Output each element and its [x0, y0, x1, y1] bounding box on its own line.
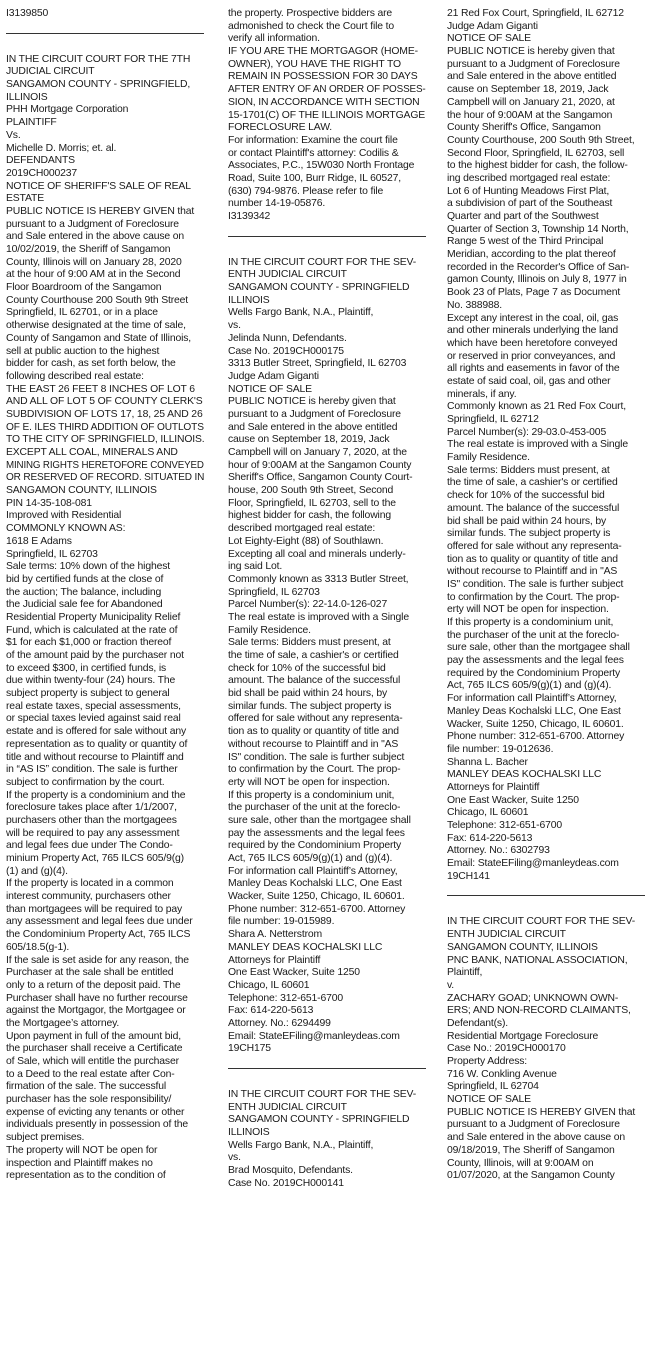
- notice-line: amount. The balance of the successful: [447, 502, 620, 514]
- notice-line: and other minerals underlying the land: [447, 325, 619, 337]
- notice-line: Fund, which is calculated at the rate of: [6, 624, 178, 636]
- notice-line: 2019CH000237: [6, 167, 77, 179]
- notice-line: the Judicial sale fee for Abandoned: [6, 599, 163, 611]
- notice-line: The real estate is improved with a Single: [228, 611, 409, 623]
- notice-line: Purchaser at the sale shall be entitled: [6, 967, 174, 979]
- notice-line: Telephone: 312-651-6700: [447, 820, 562, 831]
- notice-line: Springfield, IL 62703: [228, 586, 320, 598]
- notice-line: at the hour of 9:00 AM at in the Second: [6, 269, 181, 281]
- notice-line: pay the assessments and the legal fees: [228, 827, 405, 839]
- notice-line: Wacker, Suite 1250, Chicago, IL 60601.: [228, 891, 405, 903]
- notice-line: cause on September 18, 2019, Jack: [228, 434, 390, 446]
- notice-line: County Sheriff's Office, Sangamon: [447, 122, 601, 134]
- notice-divider: [447, 895, 645, 896]
- notice-block: [228, 8, 426, 224]
- notice-line: Springfield, IL 62704: [447, 1081, 539, 1093]
- notice-line: ILLINOIS: [6, 91, 48, 103]
- notice-line: purchasers other than the mortgagees: [6, 814, 177, 826]
- notice-line: all rights and easements in favor of the: [447, 363, 620, 375]
- notice-line: estate of said coal, oil, gas and other: [447, 375, 611, 387]
- column-3: [447, 8, 645, 1183]
- notice-line: a subdivision of part of the Southeast: [447, 198, 613, 210]
- notice-line: County, Illinois will on January 28, 2020: [6, 256, 182, 268]
- notice-line: Fax: 614-220-5613: [447, 832, 533, 844]
- notice-line: IN THE CIRCUIT COURT FOR THE 7TH: [6, 53, 191, 65]
- notice-line: minerals, if any.: [447, 388, 517, 400]
- notice-line: the property. Prospective bidders are: [228, 8, 393, 19]
- notice-line: Springfield, IL 62701, or in a place: [6, 307, 158, 319]
- notice-line: subject premises.: [6, 1132, 85, 1144]
- notice-line: No. 388988.: [447, 299, 502, 311]
- notice-line: tion as to quality or quantity of title and: [228, 726, 399, 738]
- notice-line: DEFENDANTS: [6, 155, 75, 167]
- notice-line: tion as to quality or quantity of title and: [447, 553, 618, 565]
- notice-line: Property Address:: [447, 1056, 528, 1067]
- notice-line: file number: 19-015989.: [228, 916, 335, 928]
- notice-line: and Sale entered in the above cause on: [447, 1132, 626, 1144]
- column-1: [6, 8, 204, 1183]
- notice-block: [6, 8, 204, 21]
- notice-block: [447, 8, 645, 883]
- notice-line: MINING RIGHTS HERETOFORE CONVEYED: [6, 459, 204, 471]
- notice-line: Brad Mosquito, Defendants.: [228, 1165, 353, 1177]
- notice-line: For information call Plaintiff’s Attorney,: [228, 865, 398, 877]
- notice-line: cause on September 18, 2019, Jack: [447, 84, 609, 96]
- notice-line: Purchaser shall have no further recourse: [6, 992, 188, 1004]
- notice-line: Springfield, IL 62712: [447, 414, 539, 425]
- notice-line: minium Property Act, 765 ILCS 605/9(g): [6, 853, 184, 864]
- notice-line: and Sale entered in the above cause on: [6, 231, 185, 243]
- notice-line: IN THE CIRCUIT COURT FOR THE SEV-: [447, 916, 636, 928]
- notice-line: interest community, purchasers other: [6, 891, 171, 903]
- notice-divider: [228, 1068, 426, 1069]
- notice-line: IS" condition. The sale is further subject: [228, 751, 405, 763]
- notice-block: [447, 916, 645, 1182]
- notice-line: Range 5 west of the Third Principal: [447, 236, 604, 248]
- notice-line: foreclosure takes place after 1/1/2007,: [6, 802, 177, 814]
- notice-line: of Sale, which will entitle the purchaser: [6, 1056, 179, 1067]
- notice-line: and Sale entered in the above entitled: [447, 71, 617, 83]
- notice-line: 605/18.5(g-1).: [6, 941, 70, 953]
- notice-line: offered for sale without any representa-: [228, 713, 403, 725]
- notice-line: similar funds. The subject property is: [447, 528, 611, 540]
- notice-line: sell at public auction to the highest: [6, 345, 160, 357]
- notice-line: One East Wacker, Suite 1250: [228, 967, 360, 979]
- notice-line: ILLINOIS: [228, 294, 270, 306]
- notice-line: Defendant(s).: [447, 1017, 509, 1029]
- notice-line: Floor Boardroom of the Sangamon: [6, 282, 162, 294]
- notice-line: representation as to the condition of: [6, 1170, 166, 1182]
- notice-block: [228, 1089, 426, 1191]
- notice-line: OR RESERVED OF RECORD. SITUATED IN: [6, 472, 205, 484]
- notice-line: 19CH141: [447, 870, 490, 882]
- notice-line: Road, Suite 100, Burr Ridge, IL 60527,: [228, 172, 401, 184]
- notice-line: Floor, Springfield, IL 62703, sell to the: [228, 497, 396, 509]
- notice-line: AFTER ENTRY OF AN ORDER OF POSSES-: [228, 84, 426, 96]
- notice-line: or special taxes levied against said real: [6, 713, 181, 725]
- notice-line: PUBLIC NOTICE IS HEREBY GIVEN that: [6, 205, 195, 217]
- notice-line: the auction; The balance, including: [6, 586, 162, 598]
- notice-line: vs.: [228, 1152, 241, 1164]
- notice-line: SION, IN ACCORDANCE WITH SECTION: [228, 96, 420, 108]
- notice-line: Attorneys for Plaintiff: [447, 781, 540, 793]
- notice-line: to exceed $300, in certified funds, is: [6, 662, 167, 674]
- notice-line: IN THE CIRCUIT COURT FOR THE SEV-: [228, 256, 417, 268]
- notice-block: [228, 257, 426, 1056]
- notice-line: any assessment and legal fees due under: [6, 916, 193, 928]
- notice-line: I3139850: [6, 8, 49, 19]
- notice-line: Except any interest in the coal, oil, gas: [447, 312, 619, 324]
- notice-line: Act, 765 ILCS 605/9(g)(1) and (g)(4).: [228, 853, 393, 864]
- notice-line: verify all information.: [228, 33, 320, 45]
- notice-line: NOTICE OF SHERIFF'S SALE OF REAL: [6, 180, 191, 192]
- notice-line: NOTICE OF SALE: [228, 383, 312, 395]
- notice-line: For information call Plaintiff’s Attorney,: [447, 693, 617, 705]
- notice-line: ERS; AND NON-RECORD CLAIMANTS,: [447, 1005, 631, 1017]
- notice-line: Fax: 614-220-5613: [228, 1005, 314, 1017]
- notice-line: FORECLOSURE LAW.: [228, 122, 333, 134]
- notice-line: than mortgagees will be required to pay: [6, 903, 183, 915]
- notice-line: Attorney. No.: 6302793: [447, 845, 550, 857]
- notice-line: sure sale, other than the mortgagee shall: [447, 642, 630, 654]
- notice-line: Wells Fargo Bank, N.A., Plaintiff,: [228, 1139, 374, 1151]
- notice-line: pursuant to a Judgment of Foreclosure: [6, 218, 179, 230]
- notice-line: 09/18/2019, The Sheriff of Sangamon: [447, 1144, 615, 1156]
- notice-line: to confirmation by the Court. The prop-: [447, 591, 620, 603]
- notice-line: SANGAMON COUNTY - SPRINGFIELD,: [6, 79, 191, 91]
- notice-line: bidder for cash, as set forth below, the: [6, 358, 176, 370]
- notice-line: or reserved in prior conveyances, and: [447, 350, 616, 362]
- notice-line: 21 Red Fox Court, Springfield, IL 62712: [447, 8, 624, 19]
- notice-line: For information: Examine the court file: [228, 134, 398, 146]
- notice-line: 19CH175: [228, 1043, 271, 1055]
- notice-block: [6, 54, 204, 1183]
- notice-line: in “AS IS” condition. The sale is further: [6, 764, 178, 776]
- notice-line: to the highest bidder for cash, the follow-: [447, 160, 628, 172]
- notice-line: The property will NOT be open for: [6, 1144, 158, 1156]
- notice-line: individuals presently in possession of the: [6, 1119, 188, 1131]
- notice-line: County Courthouse, 200 South 9th Street,: [447, 134, 635, 146]
- notice-line: of the amount paid by the purchaser not: [6, 650, 184, 661]
- notice-line: Book 23 of Plats, Page 7 as Document: [447, 287, 621, 299]
- notice-line: Improved with Residential: [6, 510, 122, 522]
- notice-line: If the property is located in a common: [6, 878, 174, 890]
- notice-line: TO THE CITY OF SPRINGFIELD, ILLINOIS.: [6, 434, 205, 446]
- notice-line: Phone number: 312-651-6700. Attorney: [447, 731, 625, 743]
- notice-line: which have been heretofore conveyed: [447, 337, 618, 349]
- notice-line: erty will NOT be open for inspection.: [228, 776, 390, 788]
- notice-line: ZACHARY GOAD; UNKNOWN OWN-: [447, 992, 619, 1004]
- notice-line: COMMONLY KNOWN AS:: [6, 523, 126, 535]
- notice-line: Parcel Number(s): 22-14.0-126-027: [228, 599, 388, 611]
- notice-line: bid shall be paid within 24 hours, by: [447, 515, 607, 527]
- notice-line: SANGAMON COUNTY, ILLINOIS: [6, 485, 157, 497]
- notice-line: 10/02/2019, the Sheriff of Sangamon: [6, 244, 171, 255]
- notice-line: and legal fees due under The Condo-: [6, 840, 173, 852]
- notice-line: 1618 E Adams: [6, 535, 72, 547]
- notice-line: Act, 765 ILCS 605/9(g)(1) and (g)(4).: [447, 680, 612, 692]
- notice-line: representation as to quality or quantity of: [6, 738, 188, 750]
- notice-line: THE EAST 26 FEET 8 INCHES OF LOT 6: [6, 383, 195, 395]
- notice-line: sure sale, other than the mortgagee shall: [228, 814, 411, 826]
- notice-line: Residential Property Municipality Relief: [6, 611, 181, 623]
- notice-line: Campbell will on January 21, 2020, at: [447, 96, 615, 108]
- notice-line: to confirmation by the Court. The prop-: [228, 764, 401, 776]
- notice-line: due within twenty-four (24) hours. The: [6, 675, 176, 687]
- notice-line: Wacker, Suite 1250, Chicago, IL 60601.: [447, 718, 624, 730]
- notice-line: Meridian, according to the plat thereof: [447, 249, 616, 261]
- notice-line: ENTH JUDICIAL CIRCUIT: [447, 929, 566, 941]
- notice-line: expense of evicting any tenants or other: [6, 1106, 185, 1118]
- notice-line: Wells Fargo Bank, N.A., Plaintiff,: [228, 307, 374, 319]
- notice-line: AND ALL OF LOT 5 OF COUNTY CLERK'S: [6, 396, 203, 408]
- notice-line: only to a return of the deposit paid. The: [6, 979, 181, 991]
- notice-line: Commonly known as 3313 Butler Street,: [228, 573, 409, 585]
- notice-line: Springfield, IL 62703: [6, 548, 98, 560]
- notice-line: Family Residence.: [228, 624, 311, 636]
- notice-line: subject property is subject to general: [6, 688, 170, 700]
- notice-line: Case No. 2019CH000175: [228, 345, 344, 357]
- notice-line: Case No. 2019CH000141: [228, 1177, 344, 1189]
- notice-line: Upon payment in full of the amount bid,: [6, 1030, 181, 1042]
- notice-line: v.: [447, 979, 455, 991]
- notice-line: number 14-19-05876.: [228, 198, 326, 210]
- notice-line: the time of sale, a cashier's or certified: [447, 477, 618, 489]
- notice-line: Plaintiff,: [447, 967, 483, 979]
- notice-line: vs.: [228, 320, 241, 332]
- notice-line: (630) 794-9876. Please refer to file: [228, 185, 384, 197]
- notice-line: PIN 14-35-108-081: [6, 497, 92, 509]
- notice-line: firmation of the sale. The successful: [6, 1081, 167, 1093]
- notice-line: The real estate is improved with a Single: [447, 439, 628, 451]
- notice-line: IS" condition. The sale is further subject: [447, 578, 624, 590]
- notice-line: Case No.: 2019CH000170: [447, 1043, 566, 1055]
- notice-line: NOTICE OF SALE: [447, 1094, 531, 1106]
- notice-line: 716 W. Conkling Avenue: [447, 1068, 557, 1080]
- notice-line: OF E. ILES THIRD ADDITION OF OUTLOTS: [6, 421, 204, 433]
- notice-line: check for 10% of the successful bid: [447, 490, 605, 502]
- notice-line: Judge Adam Giganti: [228, 370, 319, 382]
- notice-line: ENTH JUDICIAL CIRCUIT: [228, 1101, 347, 1113]
- notice-line: EXCEPT ALL COAL, MINERALS AND: [6, 447, 178, 458]
- notice-line: pay the assessments and the legal fees: [447, 655, 624, 667]
- notice-line: Excepting all coal and minerals underly-: [228, 548, 406, 560]
- notice-line: ing said Lot.: [228, 561, 283, 573]
- notice-line: OWNER), YOU HAVE THE RIGHT TO: [228, 58, 401, 70]
- notice-line: purchaser has the sole responsibility/: [6, 1094, 172, 1106]
- notice-line: ILLINOIS: [228, 1127, 270, 1139]
- notice-line: bid by certified funds at the close of: [6, 573, 164, 585]
- notice-line: $1 for each $1,000 or fraction thereof: [6, 637, 172, 649]
- notice-line: SANGAMON COUNTY - SPRINGFIELD: [228, 1114, 410, 1126]
- notice-line: gamon County, Illinois on July 8, 1977 in: [447, 274, 627, 286]
- notice-line: highest bidder for cash, the following: [228, 510, 391, 522]
- notice-line: 3313 Butler Street, Springfield, IL 62703: [228, 358, 407, 370]
- notice-line: recorded in the Recorder's Office of San-: [447, 261, 630, 273]
- notice-line: without recourse to Plaintiff and in "AS: [228, 738, 399, 750]
- notice-line: real estate taxes, special assessments,: [6, 700, 181, 712]
- notice-line: pursuant to a Judgment of Foreclosure: [228, 408, 401, 420]
- notice-line: otherwise designated at the time of sale,: [6, 320, 186, 332]
- notice-line: and Sale entered in the above entitled: [228, 421, 398, 433]
- notice-line: County of Sangamon and State of Illinois,: [6, 332, 192, 344]
- notice-line: Second Floor, Springfield, IL 62703, sell: [447, 147, 625, 159]
- notice-line: MANLEY DEAS KOCHALSKI LLC: [447, 769, 602, 781]
- column-2: [228, 8, 426, 1191]
- notice-line: amount. The balance of the successful: [228, 675, 401, 687]
- notice-line: Campbell will on January 7, 2020, at the: [228, 447, 407, 458]
- notice-line: SANGAMON COUNTY - SPRINGFIELD: [228, 282, 410, 294]
- notice-line: I3139342: [228, 211, 271, 222]
- notice-line: Sale terms: 10% down of the highest: [6, 561, 170, 573]
- notice-line: Judge Adam Giganti: [447, 20, 538, 32]
- notice-line: Vs.: [6, 129, 21, 141]
- notice-line: erty will NOT be open for inspection.: [447, 604, 609, 616]
- notice-line: Associates, P.C., 15W030 North Frontage: [228, 160, 415, 172]
- notice-line: If this property is a condominium unit,: [447, 617, 614, 628]
- notice-line: One East Wacker, Suite 1250: [447, 794, 579, 806]
- notice-line: Chicago, IL 60601: [447, 807, 529, 819]
- notice-line: estate and is offered for sale without any: [6, 726, 187, 738]
- notice-line: Lot 6 of Hunting Meadows First Plat,: [447, 185, 610, 197]
- notice-line: Phone number: 312-651-6700. Attorney: [228, 903, 406, 915]
- notice-line: Chicago, IL 60601: [228, 979, 310, 991]
- notice-line: SANGAMON COUNTY, ILLINOIS: [447, 941, 598, 953]
- notice-line: against the Mortgagor, the Mortgagee or: [6, 1005, 186, 1017]
- notice-line: SUBDIVISION OF LOTS 17, 18, 25 AND 26: [6, 408, 203, 420]
- notice-line: offered for sale without any representa-: [447, 540, 622, 552]
- notice-line: the Mortgagee’s attorney.: [6, 1017, 120, 1029]
- notice-line: PHH Mortgage Corporation: [6, 104, 129, 116]
- notice-line: If the property is a condominium and the: [6, 789, 186, 801]
- notice-line: the purchaser of the unit at the foreclo-: [228, 802, 401, 814]
- notice-line: NOTICE OF SALE: [447, 33, 531, 45]
- notice-line: 01/07/2020, at the Sangamon County: [447, 1170, 615, 1182]
- notice-line: without recourse to Plaintiff and in "AS: [447, 566, 618, 578]
- notice-line: Shanna L. Bacher: [447, 756, 528, 768]
- notice-line: County Courthouse 200 South 9th Street: [6, 294, 189, 306]
- notice-line: required by the Condominium Property: [447, 667, 621, 679]
- notice-line: IF YOU ARE THE MORTGAGOR (HOME-: [228, 46, 418, 58]
- notice-line: Manley Deas Kochalski LLC, One East: [228, 878, 402, 890]
- notice-line: County, Illinois, will at 9:00AM on: [447, 1157, 594, 1169]
- notice-line: pursuant to a Judgment of Foreclosure: [447, 1119, 620, 1131]
- notice-line: admonished to check the Court file to: [228, 20, 394, 32]
- notice-line: PUBLIC NOTICE is hereby given that: [228, 396, 396, 408]
- notice-line: house, 200 South 9th Street, Second: [228, 485, 394, 497]
- notice-line: following described real estate:: [6, 370, 144, 382]
- notice-line: title and without recourse to Plaintiff and: [6, 751, 184, 763]
- notice-line: Residential Mortgage Foreclosure: [447, 1030, 599, 1042]
- notice-line: Quarter of Section 3, Township 14 North,: [447, 223, 629, 235]
- notice-line: the hour of 9:00AM at the Sangamon: [447, 109, 613, 121]
- notice-line: Attorneys for Plaintiff: [228, 954, 321, 966]
- notice-line: REMAIN IN POSSESSION FOR 30 DAYS: [228, 71, 418, 83]
- notice-line: Jelinda Nunn, Defendants.: [228, 332, 347, 344]
- notice-line: file number: 19-012636.: [447, 743, 554, 755]
- notice-line: or contact Plaintiff's attorney: Codilis &: [228, 147, 399, 159]
- notice-line: Sale terms: Bidders must present, at: [447, 464, 610, 476]
- notice-line: Email: StateEFiling@manleydeas.com: [228, 1030, 400, 1042]
- notice-line: JUDICIAL CIRCUIT: [6, 66, 95, 78]
- notice-line: Lot Eighty-Eight (88) of Southlawn.: [228, 535, 384, 547]
- notice-line: Email: StateEFiling@manleydeas.com: [447, 858, 619, 870]
- notice-line: Shara A. Netterstrom: [228, 929, 323, 941]
- notice-line: Telephone: 312-651-6700: [228, 992, 343, 1004]
- notice-line: Manley Deas Kochalski LLC, One East: [447, 705, 621, 717]
- notice-line: (1) and (g)(4).: [6, 865, 68, 877]
- notice-line: to a Deed to the real estate after Con-: [6, 1068, 175, 1080]
- notice-line: MANLEY DEAS KOCHALSKI LLC: [228, 941, 383, 953]
- notice-line: PUBLIC NOTICE IS HEREBY GIVEN that: [447, 1106, 636, 1118]
- notice-line: inspection and Plaintiff makes no: [6, 1157, 153, 1169]
- notice-line: the Condominium Property Act, 765 ILCS: [6, 929, 191, 941]
- notice-line: Sheriff's Office, Sangamon County Court-: [228, 472, 413, 484]
- notice-line: required by the Condominium Property: [228, 840, 402, 852]
- notice-line: the time of sale, a cashier's or certified: [228, 650, 399, 661]
- notice-line: Attorney. No.: 6294499: [228, 1017, 331, 1029]
- notice-line: pursuant to a Judgment of Foreclosure: [447, 58, 620, 70]
- notice-line: ENTH JUDICIAL CIRCUIT: [228, 269, 347, 281]
- notice-line: ing described mortgaged real estate:: [447, 172, 611, 184]
- notice-line: If the sale is set aside for any reason, the: [6, 954, 189, 966]
- notice-divider: [228, 236, 426, 237]
- notice-line: Quarter and part of the Southwest: [447, 211, 599, 222]
- notice-line: PLAINTIFF: [6, 117, 57, 129]
- notice-line: the purchaser shall receive a Certificate: [6, 1043, 183, 1055]
- notice-line: 15-1701(C) OF THE ILLINOIS MORTGAGE: [228, 109, 426, 121]
- notice-line: described mortgaged real estate:: [228, 523, 376, 535]
- notice-line: PUBLIC NOTICE is hereby given that: [447, 46, 615, 58]
- notice-line: check for 10% of the successful bid: [228, 662, 386, 674]
- notice-divider: [6, 33, 204, 34]
- notice-line: the purchaser of the unit at the foreclo-: [447, 629, 620, 641]
- notice-line: Family Residence.: [447, 452, 530, 464]
- notice-line: will be required to pay any assessment: [6, 827, 180, 839]
- notice-line: IN THE CIRCUIT COURT FOR THE SEV-: [228, 1089, 417, 1100]
- notice-line: Michelle D. Morris; et. al.: [6, 142, 117, 154]
- notice-line: Parcel Number(s): 29-03.0-453-005: [447, 426, 607, 438]
- notice-line: bid shall be paid within 24 hours, by: [228, 688, 388, 700]
- notice-line: PNC BANK, NATIONAL ASSOCIATION,: [447, 954, 628, 966]
- notice-line: If this property is a condominium unit,: [228, 789, 395, 801]
- notice-line: subject to confirmation by the court.: [6, 776, 165, 788]
- notice-line: Commonly known as 21 Red Fox Court,: [447, 401, 626, 413]
- notice-line: hour of 9:00AM at the Sangamon County: [228, 459, 412, 471]
- notice-line: similar funds. The subject property is: [228, 700, 392, 712]
- notice-line: Sale terms: Bidders must present, at: [228, 637, 391, 649]
- notice-line: ESTATE: [6, 193, 44, 205]
